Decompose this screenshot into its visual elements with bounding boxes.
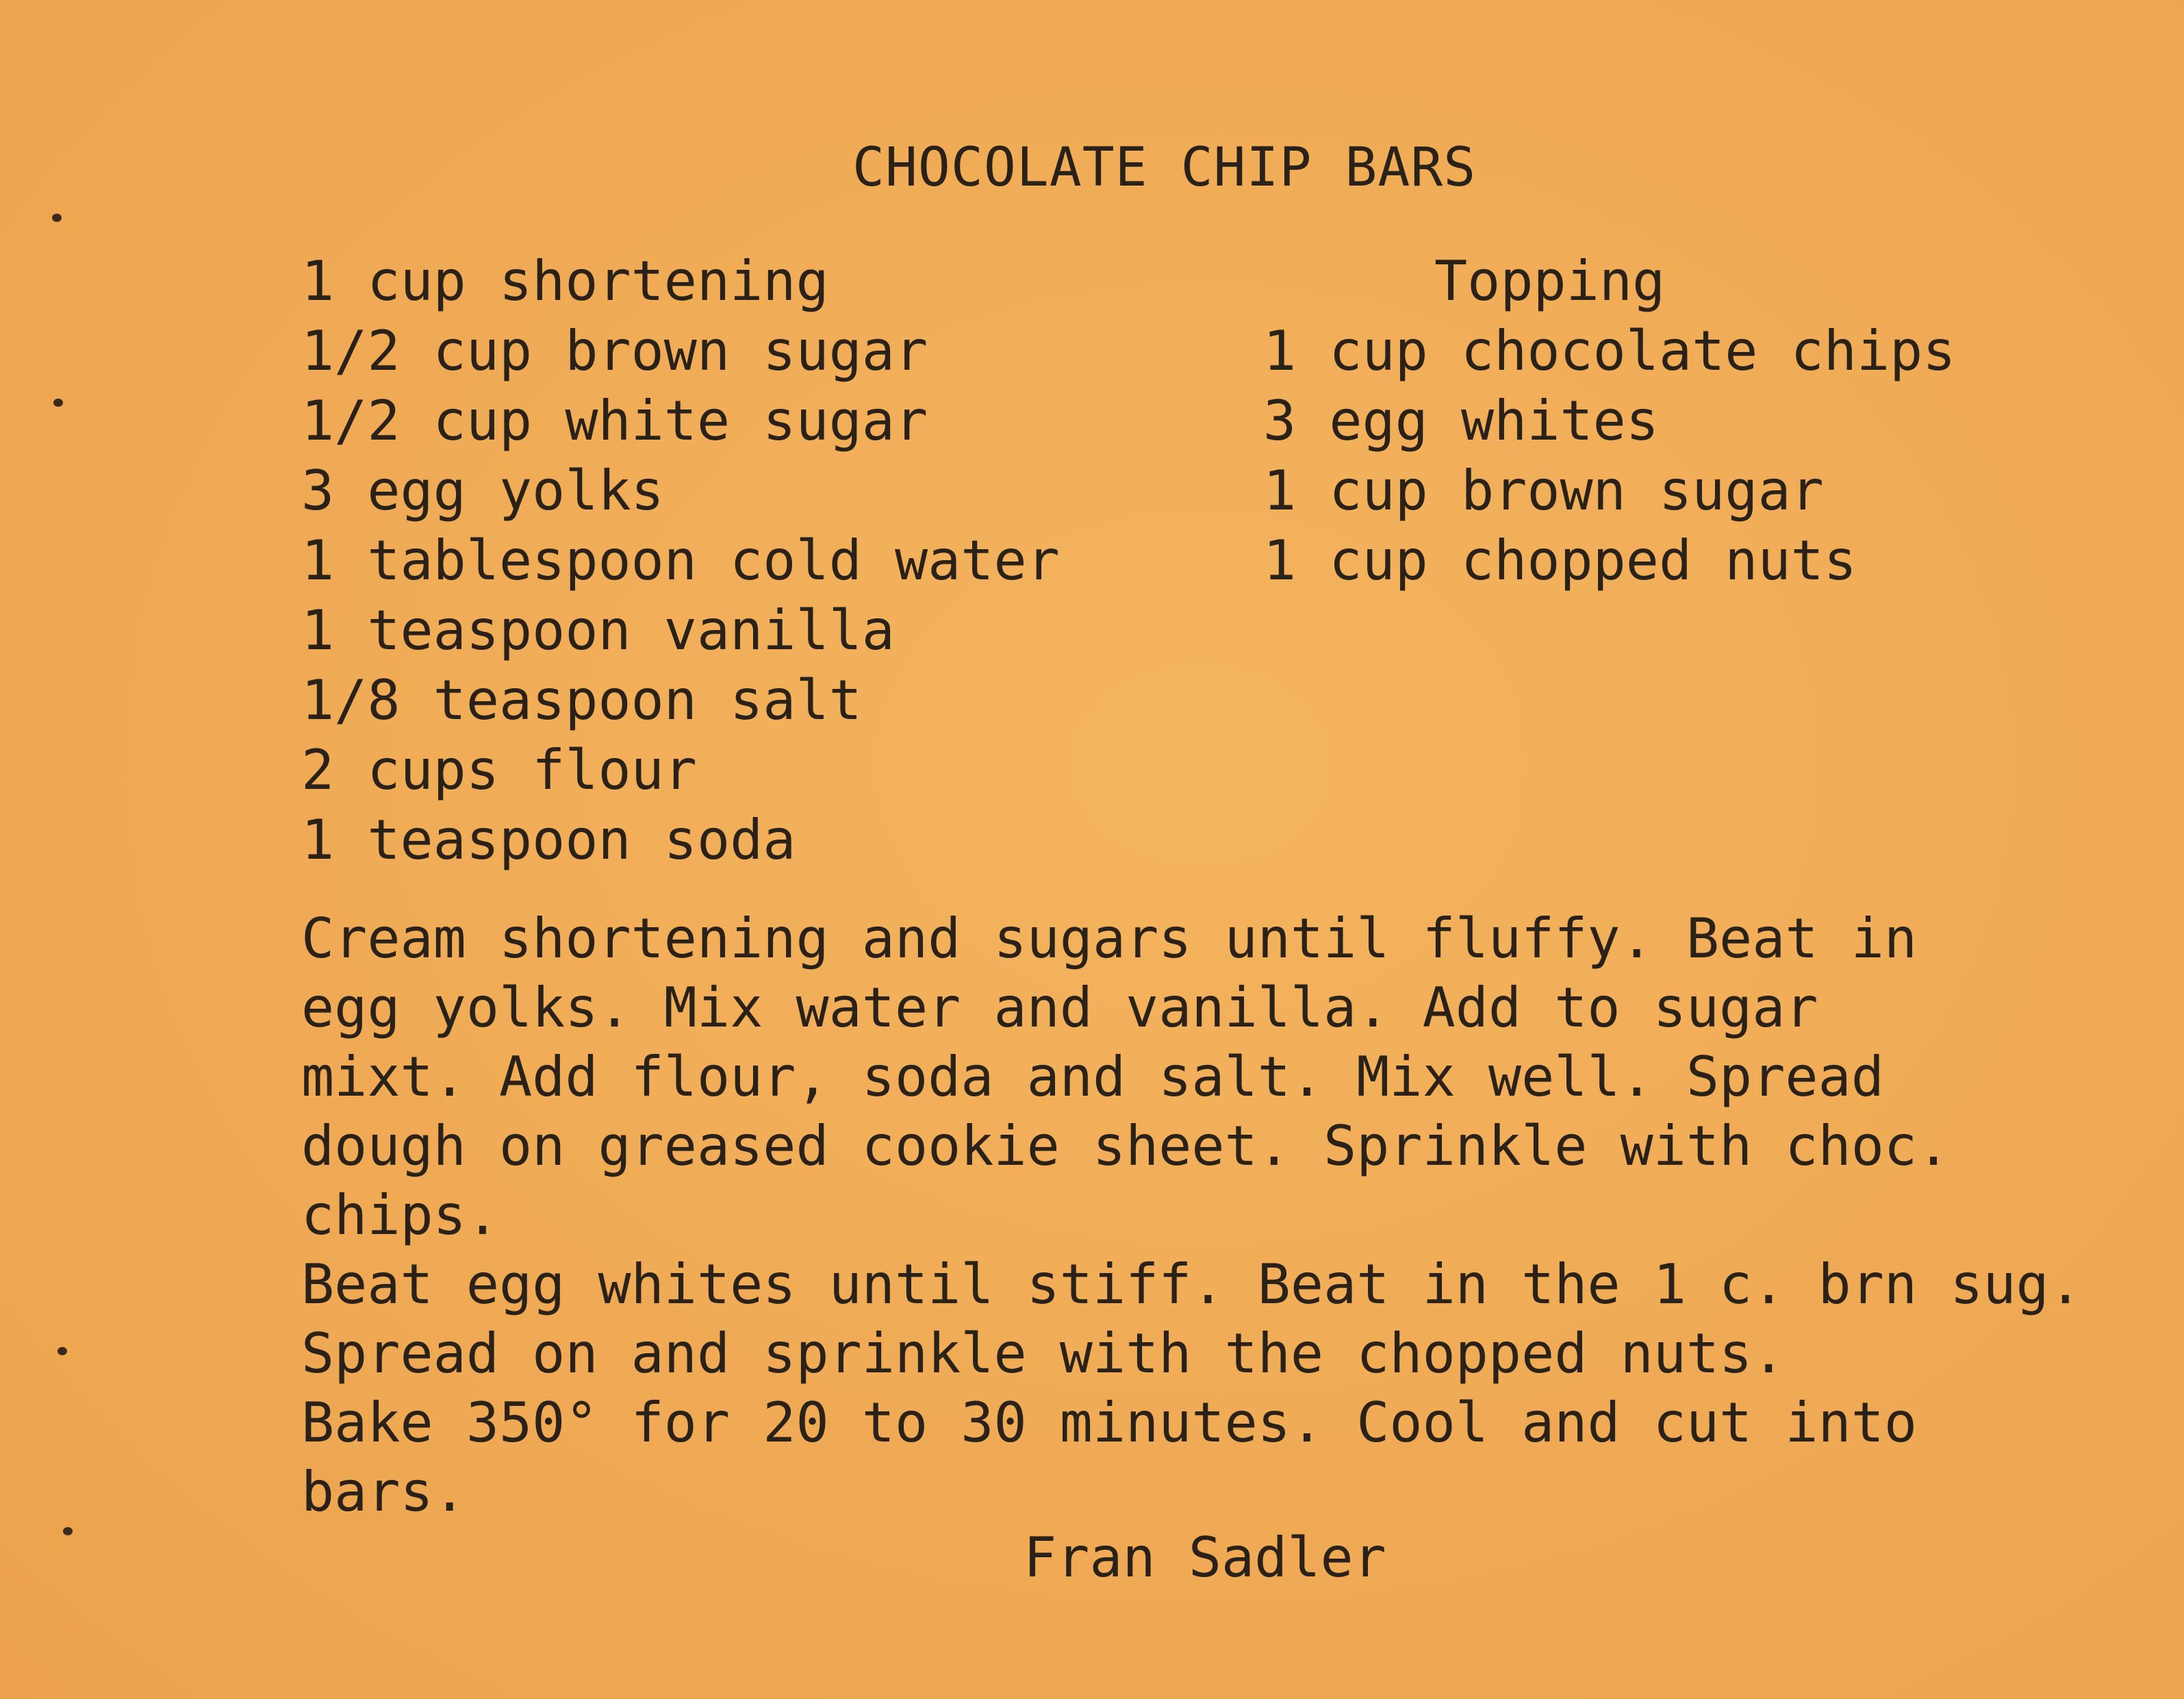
recipe-title: CHOCOLATE CHIP BARS (852, 137, 1477, 199)
punch-hole-mark (63, 1527, 73, 1535)
directions (301, 904, 2082, 1526)
direction-line: dough on greased cookie sheet. Sprinkle with choc. (301, 1114, 1951, 1178)
direction-line: bars. (301, 1460, 466, 1524)
topping-item: 1 cup brown sugar (1263, 459, 1824, 523)
topping-heading: Topping (1434, 249, 1666, 313)
ingredient-item: 1 teaspoon vanilla (301, 599, 895, 662)
direction-line: egg yolks. Mix water and vanilla. Add to sugar (301, 976, 1818, 1040)
topping-item: 1 cup chocolate chips (1263, 319, 1956, 383)
ingredient-item: 1 tablespoon cold water (301, 529, 1060, 592)
topping-list (1263, 247, 1955, 596)
ingredient-item: 1/8 teaspoon salt (301, 668, 862, 732)
direction-line: Cream shortening and sugars until fluffy. Beat in (301, 907, 1918, 970)
punch-hole-mark (53, 399, 63, 407)
topping-item: 1 cup chopped nuts (1263, 529, 1857, 592)
topping-item: 3 egg whites (1263, 389, 1659, 453)
ingredient-item: 1/2 cup brown sugar (301, 319, 928, 383)
direction-line: mixt. Add flour, soda and salt. Mix well. Spread (301, 1045, 1884, 1109)
punch-hole-mark (58, 1347, 67, 1355)
ingredient-item: 2 cups flour (301, 738, 697, 802)
direction-line: Bake 350° for 20 to 30 minutes. Cool and cut into (301, 1391, 1918, 1455)
direction-line: Spread on and sprinkle with the chopped nuts. (301, 1322, 1786, 1385)
ingredient-item: 1/2 cup white sugar (301, 389, 928, 453)
direction-line: Beat egg whites until stiff. Beat in the 1 c. brn sug. (301, 1253, 2082, 1316)
direction-line: chips. (301, 1183, 499, 1247)
ingredient-item: 1 teaspoon soda (301, 808, 796, 872)
punch-hole-mark (52, 214, 62, 222)
recipe-author: Fran Sadler (1024, 1526, 1386, 1589)
ingredient-item: 1 cup shortening (301, 249, 829, 313)
ingredient-item: 3 egg yolks (301, 459, 664, 523)
ingredients-list (301, 247, 1060, 875)
